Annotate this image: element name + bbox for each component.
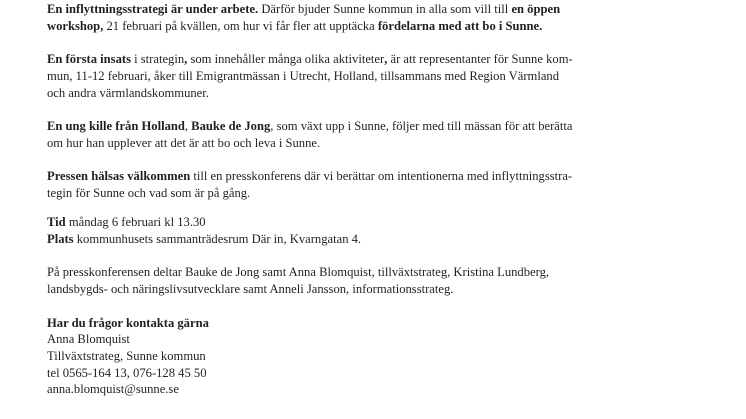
text: och andra värmlandskommuner. — [47, 85, 209, 100]
text: tegin för Sunne och vad som är på gång. — [47, 185, 251, 200]
paragraph-first-effort — [47, 51, 627, 101]
bold-workshop: workshop, — [47, 18, 104, 33]
bold-press-welcome: Pressen hälsas välkommen — [47, 168, 191, 183]
time-label: Tid — [47, 215, 66, 230]
text: om hur han upplever att det är att bo och leva i Sunne. — [47, 135, 321, 150]
bold-open-workshop: en öppen — [511, 2, 561, 16]
contact-heading: Har du frågor kontakta gärna — [47, 315, 209, 330]
bold-comma: , — [184, 52, 188, 67]
contact-title: Tillväxtstrateg, Sunne kommun — [47, 348, 206, 363]
text: till en presskonferens där vi berättar om intentionerna med inflyttningsstra- — [190, 168, 573, 183]
text: som innehåller många olika aktiviteter — [187, 52, 385, 67]
bold-benefits: fördelarna med att bo i Sunne. — [377, 18, 543, 33]
paragraph-press-welcome — [47, 168, 627, 201]
place-value: kommunhusets sammanträdesrum Där in, Kvarngatan 4. — [73, 232, 362, 247]
text: mun, 11-12 februari, åker till Emigrantmässan i Utrecht, Holland, tillsammans med Region Värmland — [47, 68, 560, 83]
text: är att representanter för Sunne kom- — [387, 52, 573, 67]
paragraph-workshop-invite — [47, 1, 627, 34]
press-release-body — [47, 1, 627, 398]
bold-name: Bauke de Jong — [191, 118, 271, 133]
text: landsbygds- och näringslivsutvecklare samt Anneli Jansson, informationsstrateg. — [47, 282, 454, 297]
text: 21 februari på kvällen, om hur vi får fler att upptäcka — [103, 18, 378, 33]
time-value: måndag 6 februari kl 13.30 — [65, 215, 206, 230]
bold-young-guy: En ung kille från Holland — [47, 118, 185, 133]
bold-first-effort: En första insats — [47, 52, 131, 67]
contact-email: anna.blomquist@sunne.se — [47, 382, 179, 397]
paragraph-participants — [47, 264, 627, 297]
text: , som växt upp i Sunne, följer med till mässan för att berätta — [270, 118, 573, 133]
text: , — [184, 118, 192, 133]
text: Därför bjuder Sunne kommun in alla som vill till — [258, 2, 512, 16]
contact-block — [47, 315, 627, 399]
text: i strategin — [130, 52, 185, 67]
bold-strategy-lead: En inflyttningsstrategi är under arbete. — [47, 2, 259, 16]
place-label: Plats — [47, 232, 74, 247]
contact-name: Anna Blomquist — [47, 332, 130, 347]
paragraph-young-guy — [47, 118, 627, 151]
paragraph-time-place — [47, 214, 627, 247]
text: På presskonferensen deltar Bauke de Jong samt Anna Blomquist, tillväxtstrateg, Kristina Lundberg, — [47, 265, 550, 280]
bold-comma: , — [384, 52, 388, 67]
contact-phone: tel 0565-164 13, 076-128 45 50 — [47, 365, 207, 380]
